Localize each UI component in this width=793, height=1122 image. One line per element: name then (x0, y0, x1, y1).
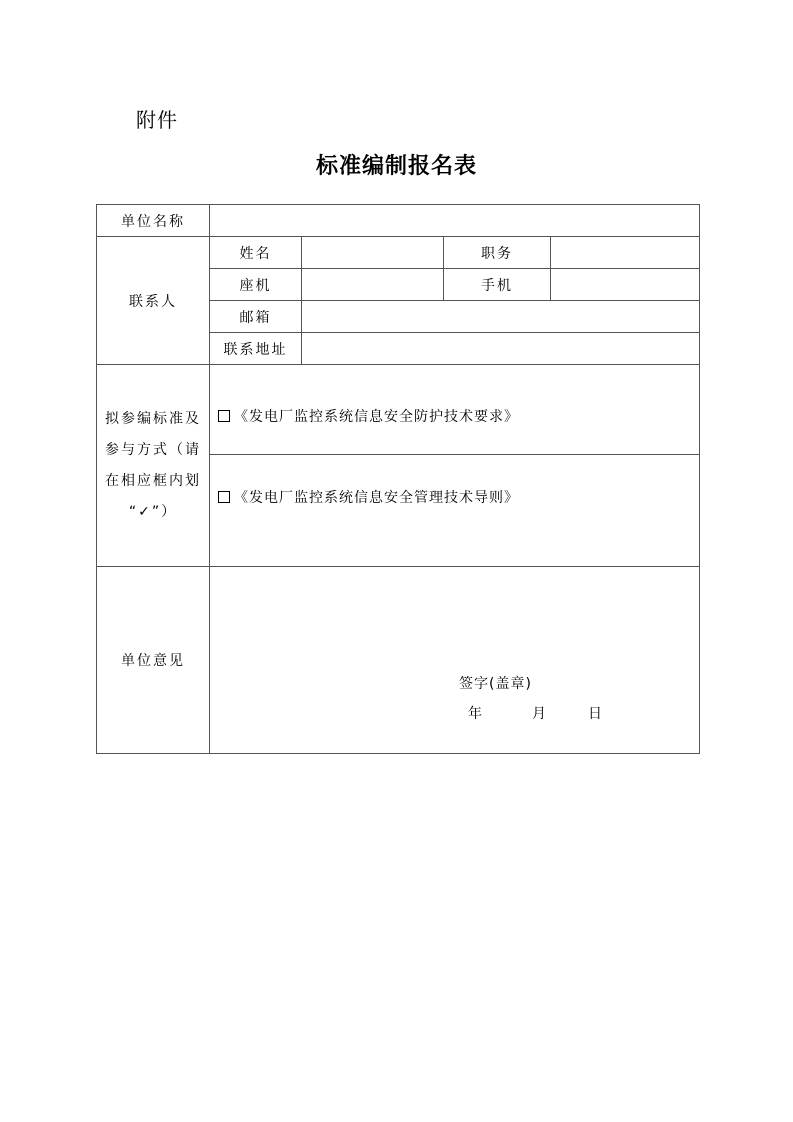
opinion-label: 单位意见 (97, 567, 210, 754)
mobile-label: 手机 (444, 269, 551, 301)
option-2-cell (210, 455, 700, 567)
contact-label: 联系人 (97, 237, 210, 365)
address-field[interactable] (302, 333, 700, 365)
phone-field[interactable] (302, 269, 444, 301)
date-month-label: 月 (532, 706, 548, 722)
method-label-line-4: “✓”） (128, 503, 178, 520)
name-field[interactable] (302, 237, 444, 269)
signature-label: 签字(盖章) (459, 676, 532, 692)
row-unit-opinion (97, 567, 700, 754)
email-field[interactable] (302, 301, 700, 333)
participation-method-label (97, 365, 210, 567)
form-title: 标准编制报名表 (315, 154, 477, 179)
mobile-field[interactable] (551, 269, 700, 301)
method-label-line-1: 拟参编标准及 (105, 410, 201, 427)
unit-name-label: 单位名称 (97, 205, 210, 237)
row-unit-name (97, 205, 700, 237)
method-label-line-2: 参与方式（请 (105, 441, 201, 458)
method-label-line-3: 在相应框内划 (105, 472, 201, 489)
address-label: 联系地址 (210, 333, 302, 365)
position-field[interactable] (551, 237, 700, 269)
email-label: 邮箱 (210, 301, 302, 333)
attachment-label: 附件 (136, 108, 178, 132)
opinion-field[interactable] (210, 567, 700, 754)
date-day-label: 日 (588, 706, 604, 722)
phone-label: 座机 (210, 269, 302, 301)
option-1-cell (210, 365, 700, 455)
checkbox-icon[interactable] (218, 491, 230, 503)
row-option-1 (97, 365, 700, 455)
position-label: 职务 (444, 237, 551, 269)
date-year-label: 年 (468, 706, 484, 722)
checkbox-icon[interactable] (218, 410, 230, 422)
row-name-position (97, 237, 700, 269)
registration-form-table (96, 204, 700, 754)
option-1-text: 《发电厂监控系统信息安全防护技术要求》 (234, 409, 519, 425)
option-2-text: 《发电厂监控系统信息安全管理技术导则》 (234, 490, 519, 506)
name-label: 姓名 (210, 237, 302, 269)
unit-name-field[interactable] (210, 205, 700, 237)
